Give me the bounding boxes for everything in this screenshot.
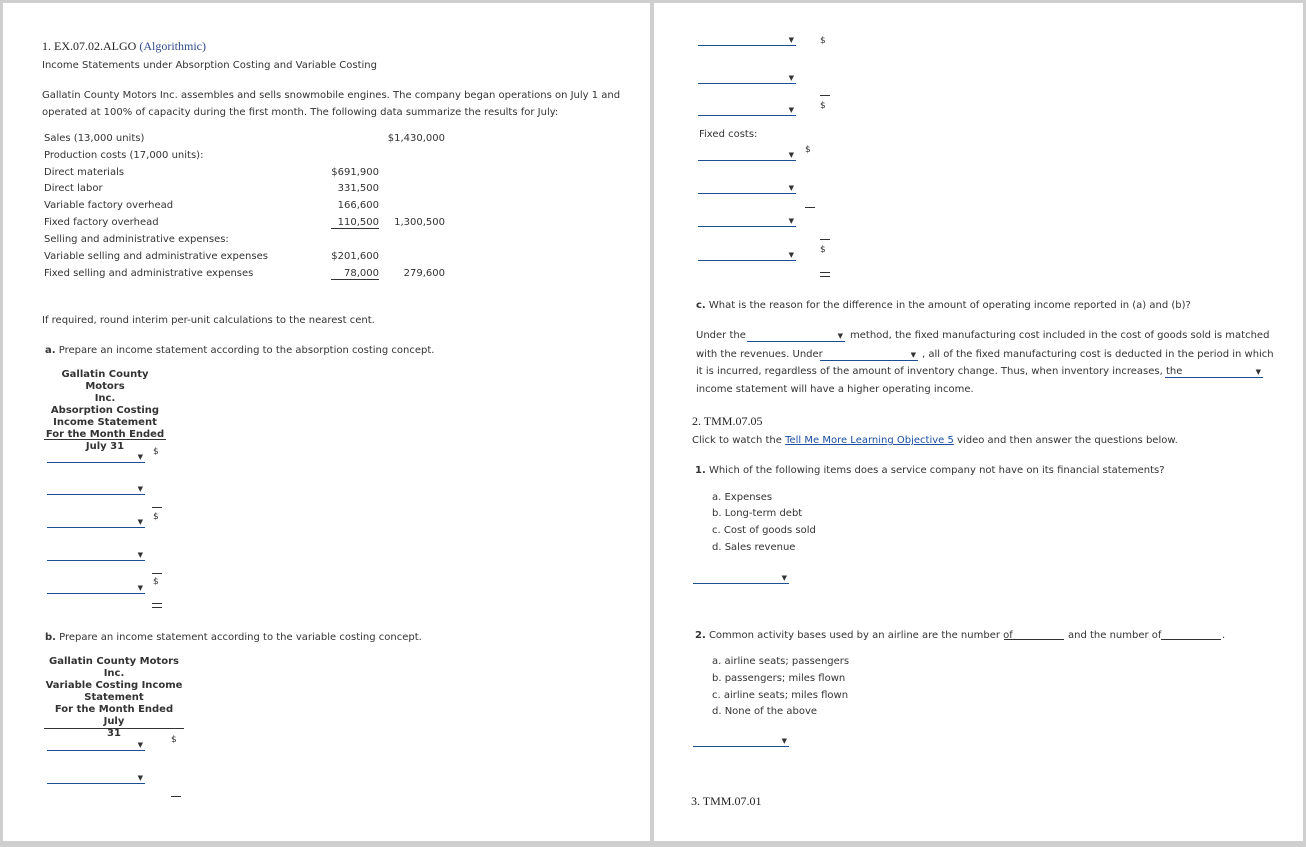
q2-item-2-answer-dropdown[interactable] bbox=[693, 734, 789, 747]
dollar-sign: $ bbox=[805, 145, 811, 155]
header-rule bbox=[44, 439, 166, 440]
variable-row-6-dropdown[interactable] bbox=[698, 148, 796, 161]
header-line: Gallatin County Motors bbox=[61, 369, 149, 392]
header-line: Statement bbox=[84, 692, 144, 703]
q2-item-2-text-b: and the number of bbox=[1068, 630, 1162, 641]
variable-factory-overhead-label: Variable factory overhead bbox=[44, 200, 174, 211]
q2-item-1-text: Which of the following items does a service company not have on its financial statements? bbox=[708, 465, 1165, 476]
absorption-row-3-dropdown[interactable] bbox=[47, 515, 145, 528]
part-c-text: What is the reason for the difference in the amount of operating income reported in (a) and (b)? bbox=[708, 300, 1191, 311]
question-1-tag: (Algorithmic) bbox=[139, 39, 206, 53]
q2-item-1-answer-dropdown[interactable] bbox=[693, 571, 789, 584]
blank-2 bbox=[1161, 639, 1221, 640]
dollar-sign: $ bbox=[171, 735, 177, 745]
part-c-statement-dropdown[interactable] bbox=[1165, 365, 1263, 378]
option-d: d. None of the above bbox=[712, 706, 818, 717]
absorption-statement-header bbox=[44, 369, 166, 453]
header-line: Inc. bbox=[94, 393, 116, 404]
fixed-factory-overhead-label: Fixed factory overhead bbox=[44, 217, 159, 228]
q2-item-2-end: . bbox=[1222, 630, 1226, 641]
part-a-text: Prepare an income statement according to the absorption costing concept. bbox=[58, 345, 435, 356]
option-a: a. Expenses bbox=[712, 492, 773, 503]
header-line: 31 bbox=[107, 728, 121, 739]
header-line: Inc. bbox=[103, 668, 125, 679]
q2-item-2-number: 2. bbox=[695, 630, 706, 641]
header-line: Income Statement bbox=[53, 417, 157, 428]
direct-materials-value: $691,900 bbox=[331, 167, 379, 178]
variable-factory-overhead-value: 166,600 bbox=[337, 200, 379, 211]
chevron-down-icon: ▼ bbox=[137, 453, 143, 461]
variable-row-7-dropdown[interactable] bbox=[698, 181, 796, 194]
chevron-down-icon: ▼ bbox=[788, 151, 794, 159]
fixed-sga-label: Fixed selling and administrative expenses bbox=[44, 268, 254, 279]
total-double-rule bbox=[820, 272, 830, 277]
watch-pre: Click to watch the bbox=[692, 435, 782, 446]
sga-label: Selling and administrative expenses: bbox=[44, 234, 229, 245]
part-c-method-dropdown-1[interactable] bbox=[747, 329, 845, 342]
variable-row-2-dropdown[interactable] bbox=[47, 771, 145, 784]
header-line: Variable Costing Income bbox=[45, 680, 183, 691]
q2-item-1-question bbox=[695, 465, 1165, 476]
production-label: Production costs (17,000 units): bbox=[44, 150, 204, 161]
direct-materials-label: Direct materials bbox=[44, 167, 125, 178]
option-b: b. passengers; miles flown bbox=[712, 673, 846, 684]
question-3-number: 3. TMM.07.01 bbox=[691, 794, 762, 808]
header-line: For the Month Ended bbox=[45, 429, 165, 440]
chevron-down-icon: ▼ bbox=[837, 332, 843, 340]
part-c-line-4: income statement will have a higher operating income. bbox=[696, 384, 974, 395]
header-rule bbox=[44, 728, 184, 729]
option-b: b. Long-term debt bbox=[712, 508, 803, 519]
option-c: c. airline seats; miles flown bbox=[712, 690, 849, 701]
sales-label: Sales (13,000 units) bbox=[44, 133, 145, 144]
header-line: Absorption Costing bbox=[50, 405, 160, 416]
absorption-row-1-dropdown[interactable] bbox=[47, 450, 145, 463]
watch-video-line bbox=[692, 435, 1178, 446]
question-1-subtitle: Income Statements under Absorption Costing and Variable Costing bbox=[42, 60, 377, 71]
fixed-sga-value: 78,000 bbox=[331, 268, 379, 280]
subtotal-rule bbox=[152, 573, 162, 574]
part-b-letter: b. bbox=[45, 632, 56, 643]
subtotal-rule bbox=[820, 239, 830, 240]
chevron-down-icon: ▼ bbox=[781, 737, 787, 745]
variable-row-1-dropdown[interactable] bbox=[47, 738, 145, 751]
q2-item-2-question bbox=[695, 630, 1013, 641]
part-c-line-2a: with the revenues. Under bbox=[696, 349, 823, 360]
part-c-prompt bbox=[696, 300, 1191, 311]
variable-row-9-dropdown[interactable] bbox=[698, 248, 796, 261]
part-a-letter: a. bbox=[45, 345, 56, 356]
chevron-down-icon: ▼ bbox=[137, 584, 143, 592]
subtotal-rule bbox=[171, 796, 181, 797]
dollar-sign: $ bbox=[153, 447, 159, 457]
absorption-row-5-dropdown[interactable] bbox=[47, 581, 145, 594]
dollar-sign: $ bbox=[153, 512, 159, 522]
absorption-row-4-dropdown[interactable] bbox=[47, 548, 145, 561]
subtotal-rule bbox=[805, 207, 815, 208]
left-page bbox=[3, 3, 650, 841]
watch-post: video and then answer the questions below. bbox=[957, 435, 1178, 446]
dollar-sign: $ bbox=[153, 577, 159, 587]
part-b-text: Prepare an income statement according to the variable costing concept. bbox=[59, 632, 422, 643]
part-c-line-3a: it is incurred, regardless of the amount of inventory change. Thus, when inventory increases, the bbox=[696, 366, 1183, 377]
subtotal-rule bbox=[152, 507, 162, 508]
sales-value: $1,430,000 bbox=[387, 133, 445, 144]
part-c-line-1a: Under the bbox=[696, 330, 746, 341]
chevron-down-icon: ▼ bbox=[788, 184, 794, 192]
chevron-down-icon: ▼ bbox=[788, 106, 794, 114]
part-a-prompt bbox=[45, 345, 434, 356]
blank-1 bbox=[1004, 639, 1064, 640]
intro-line-1: Gallatin County Motors Inc. assembles and sells snowmobile engines. The company began operations on July 1 and bbox=[42, 90, 621, 101]
intro-line-2: operated at 100% of capacity during the first month. The following data summarize the results for July: bbox=[42, 107, 559, 118]
chevron-down-icon: ▼ bbox=[788, 217, 794, 225]
chevron-down-icon: ▼ bbox=[1255, 368, 1261, 376]
question-1-number: 1. EX.07.02.ALGO bbox=[42, 39, 137, 53]
variable-row-4-dropdown[interactable] bbox=[698, 71, 796, 84]
subtotal-rule bbox=[820, 95, 830, 96]
q2-item-1-number: 1. bbox=[695, 465, 706, 476]
variable-sga-value: $201,600 bbox=[331, 251, 379, 262]
rounding-note: If required, round interim per-unit calculations to the nearest cent. bbox=[42, 315, 375, 326]
variable-row-5-dropdown[interactable] bbox=[698, 103, 796, 116]
chevron-down-icon: ▼ bbox=[788, 251, 794, 259]
part-b-prompt bbox=[45, 632, 422, 643]
part-c-method-dropdown-2[interactable] bbox=[820, 348, 918, 361]
direct-labor-value: 331,500 bbox=[337, 183, 379, 194]
chevron-down-icon: ▼ bbox=[137, 774, 143, 782]
chevron-down-icon: ▼ bbox=[137, 518, 143, 526]
header-line: Gallatin County Motors bbox=[49, 656, 179, 667]
part-c-line-2b: , all of the fixed manufacturing cost is deducted in the period in which bbox=[922, 349, 1274, 360]
absorption-row-2-dropdown[interactable] bbox=[47, 482, 145, 495]
header-line: For the Month Ended July bbox=[54, 704, 174, 727]
part-c-line-1b: method, the fixed manufacturing cost included in the cost of goods sold is matched bbox=[850, 330, 1270, 341]
question-1-header bbox=[42, 39, 206, 54]
variable-row-8-dropdown[interactable] bbox=[698, 214, 796, 227]
chevron-down-icon: ▼ bbox=[137, 485, 143, 493]
variable-sga-label: Variable selling and administrative expenses bbox=[44, 251, 268, 262]
chevron-down-icon: ▼ bbox=[137, 551, 143, 559]
dollar-sign: $ bbox=[820, 245, 826, 255]
q2-item-2-text-a: Common activity bases used by an airline are the number of bbox=[708, 630, 1013, 641]
option-d: d. Sales revenue bbox=[712, 542, 796, 553]
tell-me-more-link[interactable]: Tell Me More Learning Objective 5 bbox=[785, 435, 954, 446]
header-line: July 31 bbox=[85, 441, 125, 452]
chevron-down-icon: ▼ bbox=[137, 741, 143, 749]
part-c-letter: c. bbox=[696, 300, 706, 311]
fixed-costs-label: Fixed costs: bbox=[699, 129, 758, 140]
fixed-factory-overhead-value: 110,500 bbox=[331, 217, 379, 229]
question-2-number: 2. TMM.07.05 bbox=[692, 414, 763, 428]
dollar-sign: $ bbox=[820, 36, 826, 46]
chevron-down-icon: ▼ bbox=[788, 36, 794, 44]
production-total-value: 1,300,500 bbox=[394, 217, 445, 228]
direct-labor-label: Direct labor bbox=[44, 183, 103, 194]
option-a: a. airline seats; passengers bbox=[712, 656, 850, 667]
option-c: c. Cost of goods sold bbox=[712, 525, 816, 536]
sga-total-value: 279,600 bbox=[403, 268, 445, 279]
right-page bbox=[654, 3, 1303, 841]
chevron-down-icon: ▼ bbox=[781, 574, 787, 582]
chevron-down-icon: ▼ bbox=[788, 74, 794, 82]
dollar-sign: $ bbox=[820, 101, 826, 111]
variable-row-3-dropdown[interactable] bbox=[698, 33, 796, 46]
total-double-rule bbox=[152, 603, 162, 608]
chevron-down-icon: ▼ bbox=[910, 351, 916, 359]
